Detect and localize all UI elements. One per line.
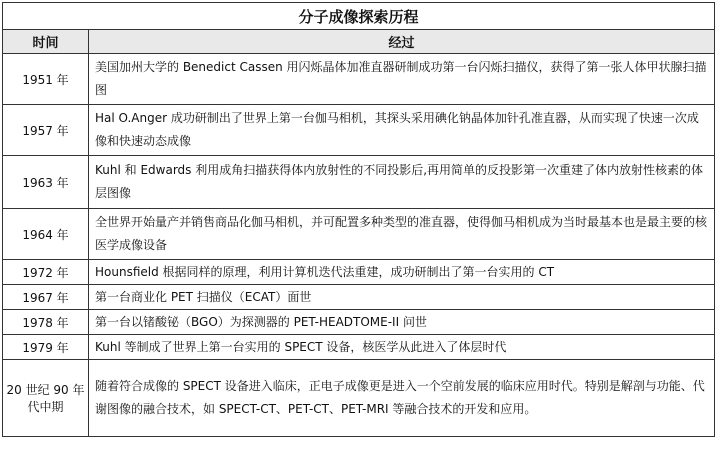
row-year: 1979 年 (3, 335, 89, 360)
row-year: 1972 年 (3, 260, 89, 285)
row-event: 第一台商业化 PET 扫描仪（ECAT）面世 (89, 285, 715, 310)
row-event: 美国加州大学的 Benedict Cassen 用闪烁晶体加准直器研制成功第一台闪烁扫描仪，获得了第一张人体甲状腺扫描图 (89, 54, 715, 105)
table-row (3, 209, 715, 260)
row-event: 随着符合成像的 SPECT 设备进入临床，正电子成像更是进入一个空前发展的临床应用时代。特别是解剖与功能、代谢图像的融合技术，如 SPECT-CT、PET-CT、PET-MRI 等融合技术的开发和应用。 (89, 360, 715, 437)
table-row (3, 310, 715, 335)
row-year: 20 世纪 90 年代中期 (3, 360, 89, 437)
table-row (3, 360, 715, 437)
row-year: 1951 年 (3, 54, 89, 105)
table-row (3, 260, 715, 285)
row-event: Hounsfield 根据同样的原理，利用计算机迭代法重建，成功研制出了第一台实用的 CT (89, 260, 715, 285)
table-row (3, 156, 715, 209)
row-year: 1963 年 (3, 156, 89, 209)
row-event: Kuhl 等制成了世界上第一台实用的 SPECT 设备，核医学从此进入了体层时代 (89, 335, 715, 360)
row-event: Hal O.Anger 成功研制出了世界上第一台伽马相机，其探头采用碘化钠晶体加针孔准直器，从而实现了快速一次成像和快速动态成像 (89, 105, 715, 156)
row-event: 全世界开始量产并销售商品化伽马相机，并可配置多种类型的准直器，使得伽马相机成为当时最基本也是最主要的核医学成像设备 (89, 209, 715, 260)
row-event: 第一台以锗酸铋（BGO）为探测器的 PET-HEADTOME-II 问世 (89, 310, 715, 335)
history-table-container (2, 2, 714, 437)
row-event: Kuhl 和 Edwards 利用成角扫描获得体内放射性的不同投影后,再用简单的反投影第一次重建了体内放射性核素的体层图像 (89, 156, 715, 209)
row-year: 1978 年 (3, 310, 89, 335)
header-event: 经过 (89, 30, 715, 54)
molecular-imaging-history-table (2, 2, 715, 437)
table-row (3, 285, 715, 310)
table-row (3, 54, 715, 105)
row-year: 1964 年 (3, 209, 89, 260)
table-row (3, 335, 715, 360)
table-title: 分子成像探索历程 (3, 3, 715, 30)
table-row (3, 105, 715, 156)
row-year: 1967 年 (3, 285, 89, 310)
row-year: 1957 年 (3, 105, 89, 156)
header-time: 时间 (3, 30, 89, 54)
